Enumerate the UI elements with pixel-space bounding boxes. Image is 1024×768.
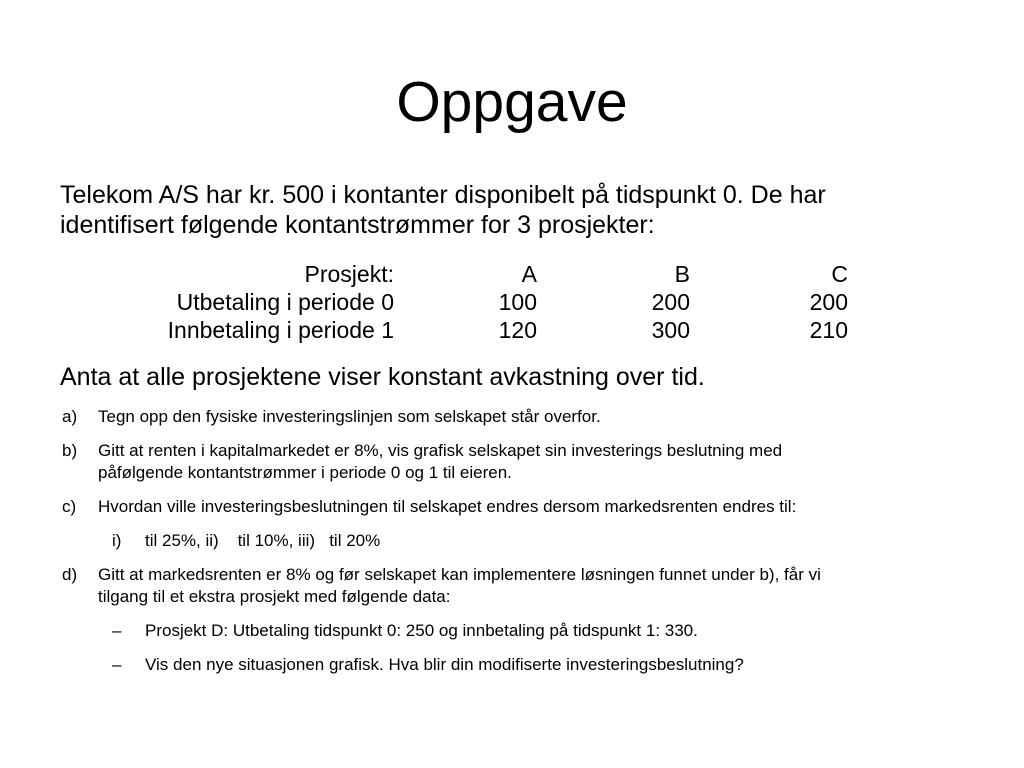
item-line: Gitt at markedsrenten er 8% og før selskapet kan implementere løsningen funnet under b), får vi [98,565,821,584]
item-line: Tegn opp den fysiske investeringslinjen som selskapet står overfor. [98,407,601,426]
table-cell: 200 [651,289,690,315]
assumption-text: Anta at alle prosjektene viser konstant avkastning over tid. [60,363,705,391]
list-item-text [98,564,821,608]
table-cell: 120 [498,317,537,343]
item-line: Prosjekt D: Utbetaling tidspunkt 0: 250 og innbetaling på tidspunkt 1: 330. [145,621,698,640]
dash-marker: – [112,621,122,640]
list-item-text [145,530,380,552]
cashflow-table [0,260,848,344]
table-cell: 200 [809,289,848,315]
list-marker: b) [62,441,78,460]
list-item-b [62,440,1024,484]
item-line: Vis den nye situasjonen grafisk. Hva blir din modifiserte investeringsbeslutning? [145,655,744,674]
intro-line-1: Telekom A/S har kr. 500 i kontanter disponibelt på tidspunkt 0. De har [60,181,826,209]
exercise-list [0,406,1024,688]
intro-paragraph [60,180,826,240]
list-marker: i) [112,531,122,550]
item-line: til 25%, ii) til 10%, iii) til 20% [145,531,381,550]
list-marker: c) [62,497,77,516]
dash-marker: – [112,655,122,674]
list-item-text [98,496,796,518]
slide-title: Oppgave [396,70,628,134]
column-header-c: C [831,261,848,287]
table-cell: 300 [651,317,690,343]
list-item-a [62,406,1024,428]
row-label-innbetaling: Innbetaling i periode 1 [167,317,394,343]
item-line: tilgang til et ekstra prosjekt med følgende data: [98,587,451,606]
list-item-d [62,564,1024,608]
table-cell: 100 [498,289,537,315]
list-item-text [145,654,744,676]
sub-item-i [112,530,1024,552]
item-line: Gitt at renten i kapitalmarkedet er 8%, vis grafisk selskapet sin investerings beslutning med [98,441,783,460]
item-line: påfølgende kontantstrømmer i periode 0 og 1 til eieren. [98,463,512,482]
list-item-text [145,620,698,642]
column-header-a: A [521,261,537,287]
list-item-text [98,440,782,484]
table-header-label: Prosjekt: [304,261,394,287]
column-header-b: B [674,261,690,287]
sub-item-dash-1 [112,620,1024,642]
list-item-c [62,496,1024,518]
table-cell: 210 [809,317,848,343]
item-line: Hvordan ville investeringsbeslutningen til selskapet endres dersom markedsrenten endres til: [98,497,797,516]
list-item-text [98,406,601,428]
row-label-utbetaling: Utbetaling i periode 0 [176,289,394,315]
sub-item-dash-2 [112,654,1024,676]
intro-line-2: identifisert følgende kontantstrømmer for 3 prosjekter: [60,211,655,239]
list-marker: a) [62,407,78,426]
list-marker: d) [62,565,78,584]
